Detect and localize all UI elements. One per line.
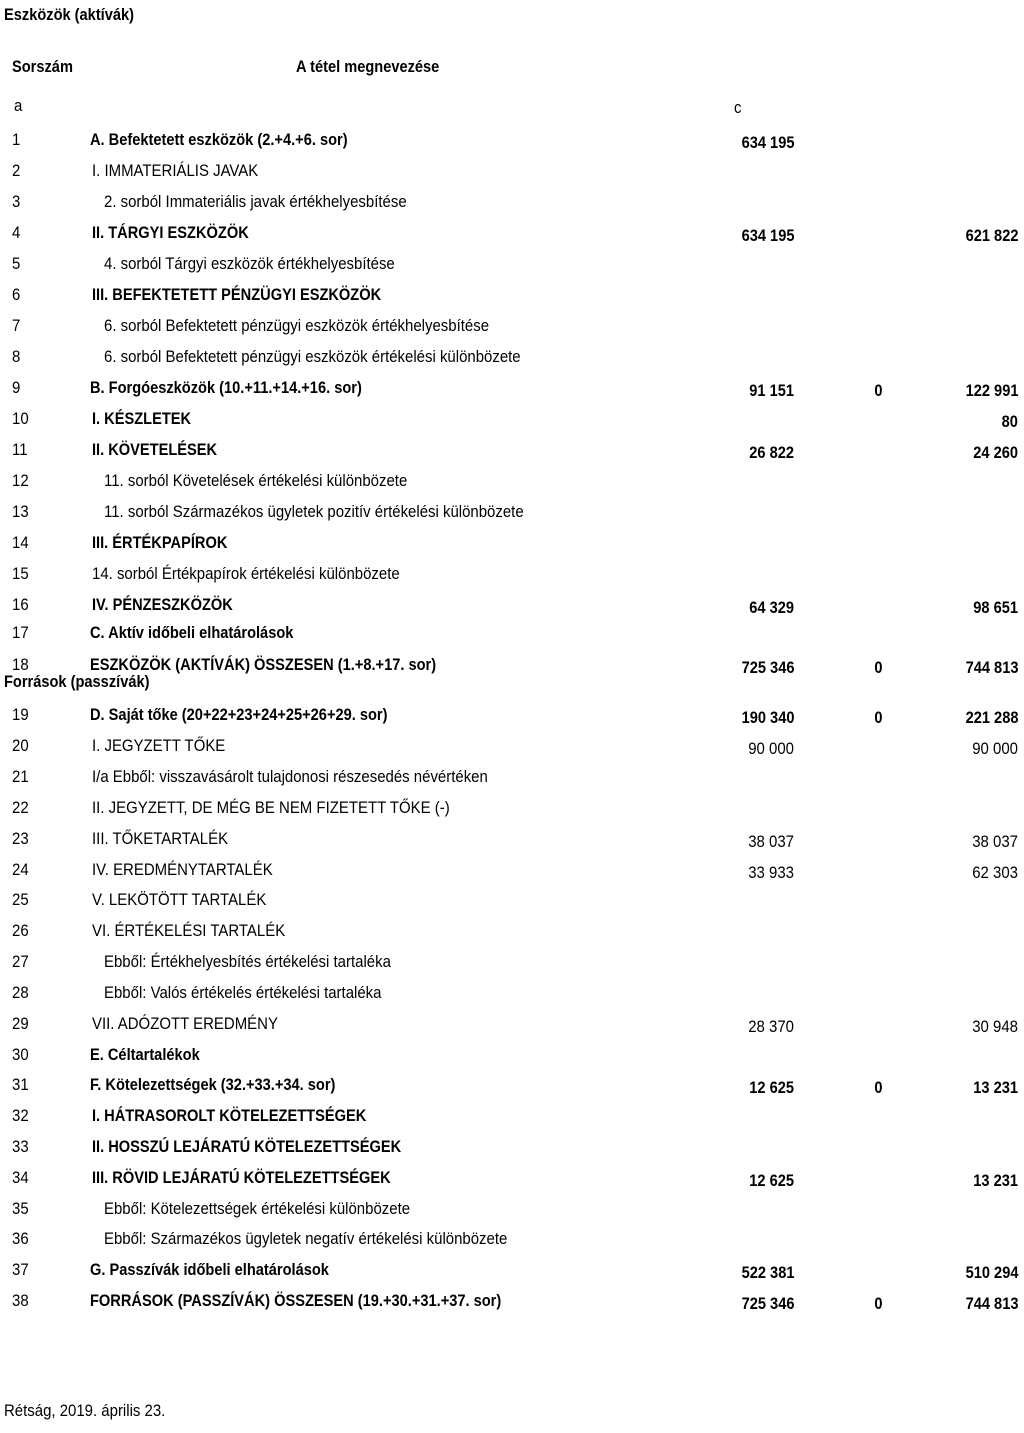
row-number: 33: [12, 1137, 29, 1156]
row-label: Ebből: Értékhelyesbítés értékelési tartaléka: [104, 952, 391, 971]
cell-value-d: 0: [873, 1294, 882, 1313]
row-number: 6: [12, 285, 21, 304]
cell-value-e: 744 813: [965, 1294, 1018, 1313]
cell-value-e: 221 288: [965, 708, 1018, 727]
row-label: I. JEGYZETT TŐKE: [92, 736, 226, 755]
header-megnevezes: A tétel megnevezése: [296, 57, 440, 76]
row-number: 13: [12, 502, 29, 521]
cell-value-c: 522 381: [741, 1263, 794, 1282]
row-label: 6. sorból Befektetett pénzügyi eszközök értékelési különbözete: [104, 347, 521, 366]
row-number: 8: [12, 347, 21, 366]
cell-value-e: 510 294: [965, 1263, 1018, 1282]
row-number: 5: [12, 254, 21, 273]
cell-value-c: 725 346: [741, 1294, 794, 1313]
row-number: 35: [12, 1199, 29, 1218]
row-label: C. Aktív időbeli elhatárolások: [90, 623, 294, 642]
cell-value-e: 38 037: [972, 832, 1018, 851]
row-label: 4. sorból Tárgyi eszközök értékhelyesbítése: [104, 254, 395, 273]
row-number: 20: [12, 736, 29, 755]
cell-value-e: 122 991: [965, 381, 1018, 400]
row-number: 10: [12, 409, 29, 428]
cell-value-e: 621 822: [965, 226, 1018, 245]
row-label: E. Céltartalékok: [90, 1045, 200, 1064]
header-sorszam: Sorszám: [12, 57, 73, 76]
row-number: 25: [12, 890, 29, 909]
row-label: I. HÁTRASOROLT KÖTELEZETTSÉGEK: [92, 1106, 367, 1125]
row-number: 7: [12, 316, 21, 335]
cell-value-e: 744 813: [965, 658, 1018, 677]
row-number: 26: [12, 921, 29, 940]
cell-value-c: 64 329: [749, 598, 794, 617]
section-title-assets: Eszközök (aktívák): [4, 5, 135, 24]
row-number: 14: [12, 533, 29, 552]
row-number: 15: [12, 564, 29, 583]
row-number: 21: [12, 767, 29, 786]
header-col-c: c: [734, 98, 742, 117]
cell-value-e: 62 303: [972, 863, 1018, 882]
row-label: Ebből: Származékos ügyletek negatív értékelési különbözete: [104, 1229, 508, 1248]
row-label: I/a Ebből: visszavásárolt tulajdonosi részesedés névértéken: [92, 767, 488, 786]
row-label: B. Forgóeszközök (10.+11.+14.+16. sor): [90, 378, 362, 397]
header-col-a: a: [14, 96, 23, 115]
cell-value-c: 190 340: [741, 708, 794, 727]
row-label: ESZKÖZÖK (AKTÍVÁK) ÖSSZESEN (1.+8.+17. sor): [90, 655, 437, 674]
row-label: III. TŐKETARTALÉK: [92, 829, 229, 848]
cell-value-c: 26 822: [749, 443, 794, 462]
row-number: 37: [12, 1260, 29, 1279]
row-label: A. Befektetett eszközök (2.+4.+6. sor): [90, 130, 348, 149]
row-number: 29: [12, 1014, 29, 1033]
row-label: VII. ADÓZOTT EREDMÉNY: [92, 1014, 278, 1033]
row-number: 22: [12, 798, 29, 817]
row-number: 4: [12, 223, 21, 242]
cell-value-c: 634 195: [741, 226, 794, 245]
row-label: V. LEKÖTÖTT TARTALÉK: [92, 890, 267, 909]
cell-value-d: 0: [873, 1078, 882, 1097]
row-label: D. Saját tőke (20+22+23+24+25+26+29. sor): [90, 705, 388, 724]
row-number: 9: [12, 378, 21, 397]
cell-value-e: 90 000: [972, 739, 1018, 758]
cell-value-c: 12 625: [749, 1078, 794, 1097]
row-label: II. JEGYZETT, DE MÉG BE NEM FIZETETT TŐKE (-): [92, 798, 450, 817]
cell-value-d: 0: [873, 381, 882, 400]
row-number: 24: [12, 860, 29, 879]
row-label: Ebből: Kötelezettségek értékelési különbözete: [104, 1199, 411, 1218]
row-number: 27: [12, 952, 29, 971]
cell-value-e: 13 231: [973, 1078, 1018, 1097]
row-number: 12: [12, 471, 29, 490]
row-label: II. HOSSZÚ LEJÁRATÚ KÖTELEZETTSÉGEK: [92, 1137, 402, 1156]
cell-value-e: 80: [1001, 412, 1018, 431]
row-label: IV. PÉNZESZKÖZÖK: [92, 595, 233, 614]
row-number: 3: [12, 192, 21, 211]
cell-value-e: 24 260: [973, 443, 1018, 462]
row-number: 23: [12, 829, 29, 848]
cell-value-d: 0: [873, 708, 882, 727]
row-number: 34: [12, 1168, 29, 1187]
row-label: 14. sorból Értékpapírok értékelési különbözete: [92, 564, 400, 583]
row-number: 11: [12, 440, 28, 459]
row-label: F. Kötelezettségek (32.+33.+34. sor): [90, 1075, 336, 1094]
row-number: 30: [12, 1045, 29, 1064]
footer-place-date: Rétság, 2019. április 23.: [4, 1401, 166, 1420]
row-label: III. BEFEKTETETT PÉNZÜGYI ESZKÖZÖK: [92, 285, 382, 304]
row-number: 1: [12, 130, 21, 149]
cell-value-c: 33 933: [748, 863, 794, 882]
row-label: 2. sorból Immateriális javak értékhelyesbítése: [104, 192, 407, 211]
row-label: I. KÉSZLETEK: [92, 409, 192, 428]
row-label: II. TÁRGYI ESZKÖZÖK: [92, 223, 249, 242]
row-number: 17: [12, 623, 29, 642]
row-label: 11. sorból Követelések értékelési különbözete: [104, 471, 408, 490]
row-number: 38: [12, 1291, 29, 1310]
cell-value-c: 90 000: [748, 739, 794, 758]
row-label: FORRÁSOK (PASSZÍVÁK) ÖSSZESEN (19.+30.+31.+37. sor): [90, 1291, 502, 1310]
cell-value-c: 725 346: [741, 658, 794, 677]
row-number: 36: [12, 1229, 29, 1248]
row-label: Ebből: Valós értékelés értékelési tartaléka: [104, 983, 382, 1002]
row-number: 19: [12, 705, 29, 724]
cell-value-c: 634 195: [741, 133, 794, 152]
row-number: 2: [12, 161, 21, 180]
row-number: 31: [12, 1075, 29, 1094]
row-label: G. Passzívák időbeli elhatárolások: [90, 1260, 329, 1279]
row-label: III. ÉRTÉKPAPÍROK: [92, 533, 228, 552]
section-title-liabilities: Források (passzívák): [4, 672, 150, 691]
cell-value-e: 98 651: [973, 598, 1018, 617]
cell-value-c: 91 151: [749, 381, 794, 400]
cell-value-c: 28 370: [748, 1017, 794, 1036]
row-label: IV. EREDMÉNYTARTALÉK: [92, 860, 273, 879]
row-label: VI. ÉRTÉKELÉSI TARTALÉK: [92, 921, 286, 940]
cell-value-e: 13 231: [973, 1171, 1018, 1190]
row-label: III. RÖVID LEJÁRATÚ KÖTELEZETTSÉGEK: [92, 1168, 391, 1187]
cell-value-d: 0: [873, 658, 882, 677]
row-number: 28: [12, 983, 29, 1002]
row-number: 16: [12, 595, 29, 614]
cell-value-c: 38 037: [748, 832, 794, 851]
cell-value-c: 12 625: [749, 1171, 794, 1190]
row-label: 11. sorból Származékos ügyletek pozitív értékelési különbözete: [104, 502, 524, 521]
row-label: II. KÖVETELÉSEK: [92, 440, 218, 459]
row-label: 6. sorból Befektetett pénzügyi eszközök értékhelyesbítése: [104, 316, 490, 335]
row-number: 32: [12, 1106, 29, 1125]
cell-value-e: 30 948: [972, 1017, 1018, 1036]
row-number: 18: [12, 655, 29, 674]
row-label: I. IMMATERIÁLIS JAVAK: [92, 161, 259, 180]
